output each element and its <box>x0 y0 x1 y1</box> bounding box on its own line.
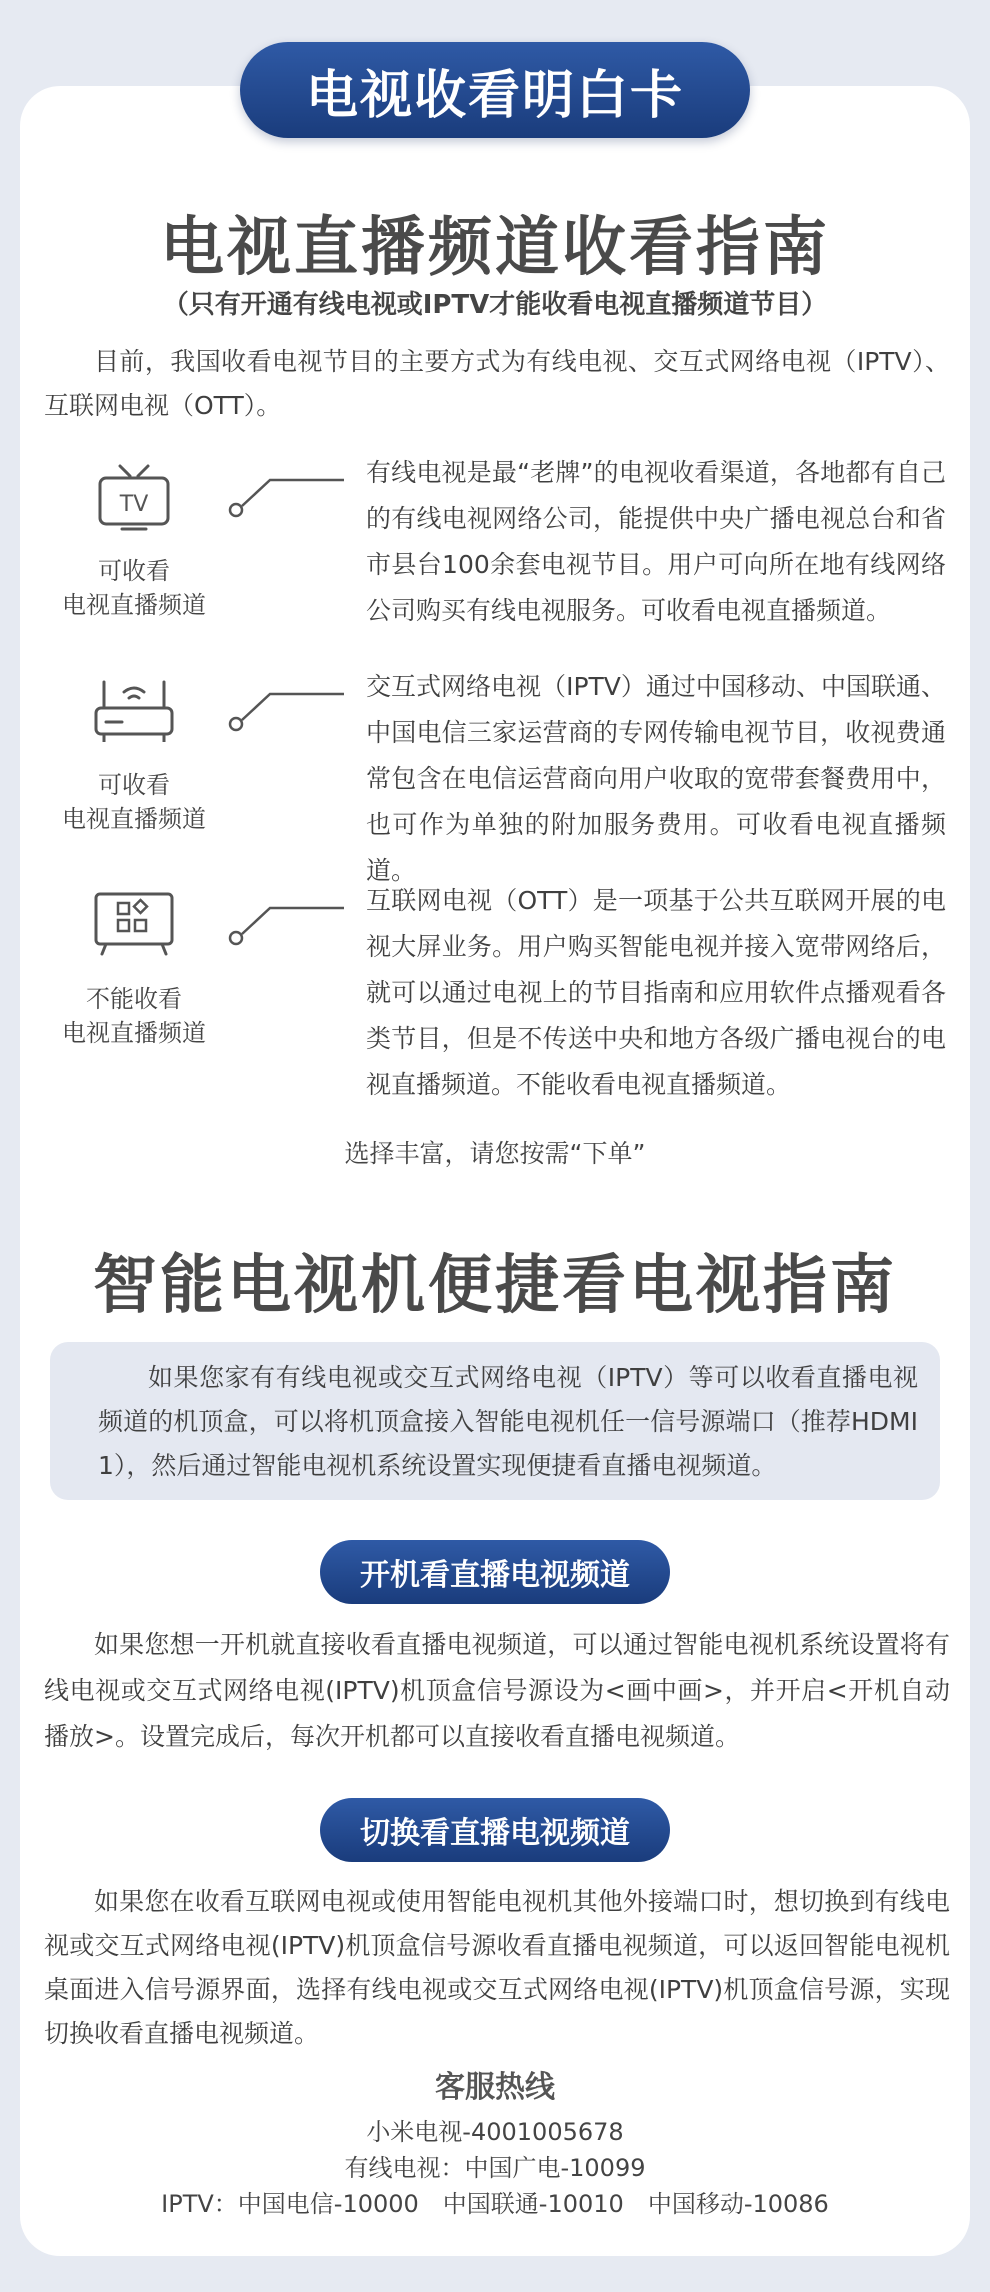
method-description: 交互式网络电视（IPTV）通过中国移动、中国联通、中国电信三家运营商的专网传输电视节目，收视费通常包含在电信运营商向用户收取的宽带套餐费用中，也可作为单独的附加服务费用。可收看电视直播频道。 <box>366 672 946 885</box>
method-label: 可收看 电视直播频道 <box>62 771 206 833</box>
method-description: 有线电视是最“老牌”的电视收看渠道，各地都有自己的有线电视网络公司，能提供中央广播电视总台和省市县台100余套电视节目。用户可向所在地有线网络公司购买有线电视服务。可收看电视直播频道。 <box>366 458 946 625</box>
hotline-cable: 有线电视：中国广电-10099 <box>344 2154 646 2182</box>
svg-text:TV: TV <box>119 492 149 517</box>
connector-line <box>226 682 346 742</box>
hotline-xiaomi: 小米电视-4001005678 <box>366 2118 624 2146</box>
connector-line <box>226 896 346 956</box>
hotline-iptv: IPTV：中国电信-10000 中国联通-10010 中国移动-10086 <box>161 2190 829 2218</box>
hotline-title: 客服热线 <box>435 2070 555 2105</box>
power-on-text: 如果您想一开机就直接收看直播电视频道，可以通过智能电视机系统设置将有线电视或交互式网络电视(IPTV)机顶盒信号源设为<画中画>，并开启<开机自动播放>。设置完成后，每次开机都可以直接收看直播电视频道。 <box>44 1630 950 1751</box>
tv-icon <box>92 462 176 532</box>
section1-subtitle: （只有开通有线电视或IPTV才能收看电视直播频道节目） <box>162 290 828 320</box>
subheading-switch: 切换看直播电视频道 <box>320 1798 670 1862</box>
subheading-power-on: 开机看直播电视频道 <box>320 1540 670 1604</box>
method-label: 可收看 电视直播频道 <box>62 557 206 619</box>
section2-title: 智能电视机便捷看电视指南 <box>93 1249 897 1323</box>
router-icon <box>92 676 176 746</box>
method-label: 不能收看 电视直播频道 <box>62 985 206 1047</box>
section1-title: 电视直播频道收看指南 <box>160 211 830 285</box>
highlight-text: 如果您家有有线电视或交互式网络电视（IPTV）等可以收看直播电视频道的机顶盒，可以将机顶盒接入智能电视机任一信号源端口（推荐HDMI 1），然后通过智能电视机系统设置实现便捷看直播电视频道。 <box>98 1363 918 1480</box>
smart-tv-icon <box>92 890 176 960</box>
section1-intro: 目前，我国收看电视节目的主要方式为有线电视、交互式网络电视（IPTV）、互联网电视（OTT）。 <box>44 347 950 420</box>
method-description: 互联网电视（OTT）是一项基于公共互联网开展的电视大屏业务。用户购买智能电视并接入宽带网络后，就可以通过电视上的节目指南和应用软件点播观看各类节目，但是不传送中央和地方各级广播电视台的电视直播频道。不能收看电视直播频道。 <box>366 886 946 1099</box>
switch-text: 如果您在收看互联网电视或使用智能电视机其他外接端口时，想切换到有线电视或交互式网络电视(IPTV)机顶盒信号源收看直播电视频道，可以返回智能电视机桌面进入信号源界面，选择有线电视或交互式网络电视(IPTV)机顶盒信号源，实现切换收看直播电视频道。 <box>44 1887 950 2048</box>
header-badge: 电视收看明白卡 <box>240 42 750 138</box>
section1-footer-note: 选择丰富，请您按需“下单” <box>344 1139 646 1168</box>
connector-line <box>226 468 346 528</box>
